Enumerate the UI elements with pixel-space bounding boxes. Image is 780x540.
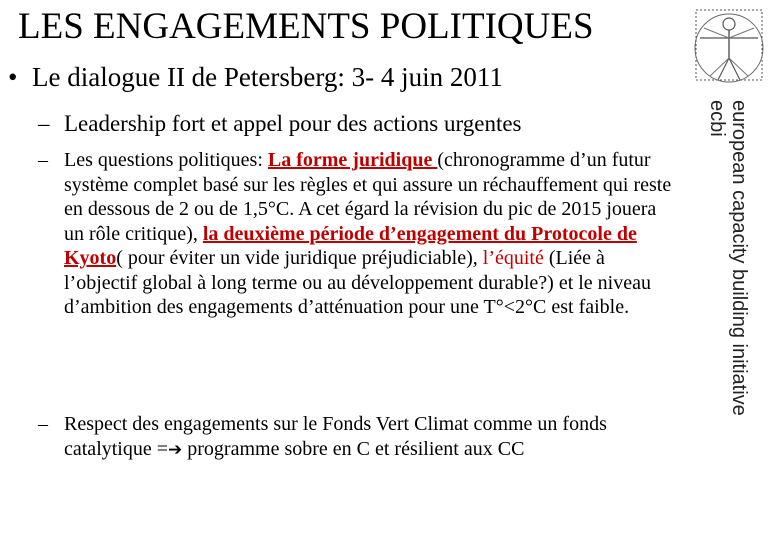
sub-item-text: Leadership fort et appel pour des actions urgentes [64, 111, 522, 136]
text-part: (chronogramme d’un futur système complet basé sur les règles et qui assure un réchauffement qui reste en dessous de 2 ou de 1,5°C. A cet égard la révision du pic de 2015 jouera un rôle critique), [64, 149, 672, 245]
bullet-dot-icon: • [8, 62, 18, 92]
text-part: programme sobre en C et résilient aux CC [182, 437, 525, 460]
sidebar-vertical-label [694, 100, 754, 520]
text-part: Les questions politiques: [64, 149, 268, 171]
sub-item-dash: – [38, 413, 48, 435]
text-part: ( pour éviter un vide juridique préjudiciable), [116, 247, 483, 269]
sub-item-text [64, 148, 678, 320]
underlined-kyoto: la deuxième période d’engagement du Protocole de Kyoto [64, 222, 637, 269]
sidebar-text [706, 100, 750, 416]
sidebar-line-2: ecbi [706, 100, 728, 137]
red-equite: l’équité [482, 247, 544, 269]
vitruvian-man-icon [688, 6, 770, 92]
text-part: Respect des engagements sur le Fonds Vert Climat comme un fonds catalytique = [64, 413, 607, 460]
sub-item-dash: – [38, 111, 50, 136]
main-bullet [8, 60, 503, 94]
sub-item-fonds-vert [38, 412, 678, 462]
underlined-forme-juridique: La forme juridique [267, 149, 438, 171]
sub-item-text [64, 412, 678, 462]
text-part: (Liée à l’objectif global à long terme ou au développement durable?) et le niveau d’ambition des engagements d’atténuation pour une T°<2°C est faible. [64, 247, 651, 318]
sub-item-questions-politiques [38, 148, 678, 320]
arrow-right-icon: ➔ [168, 439, 183, 460]
main-bullet-text: Le dialogue II de Petersberg: 3- 4 juin 2011 [32, 62, 503, 92]
sidebar-line-1: european capacity building initiative [728, 100, 750, 416]
slide-title: LES ENGAGEMENTS POLITIQUES [18, 6, 594, 47]
sub-item-dash: – [38, 149, 48, 171]
sub-item-leadership [38, 110, 522, 138]
